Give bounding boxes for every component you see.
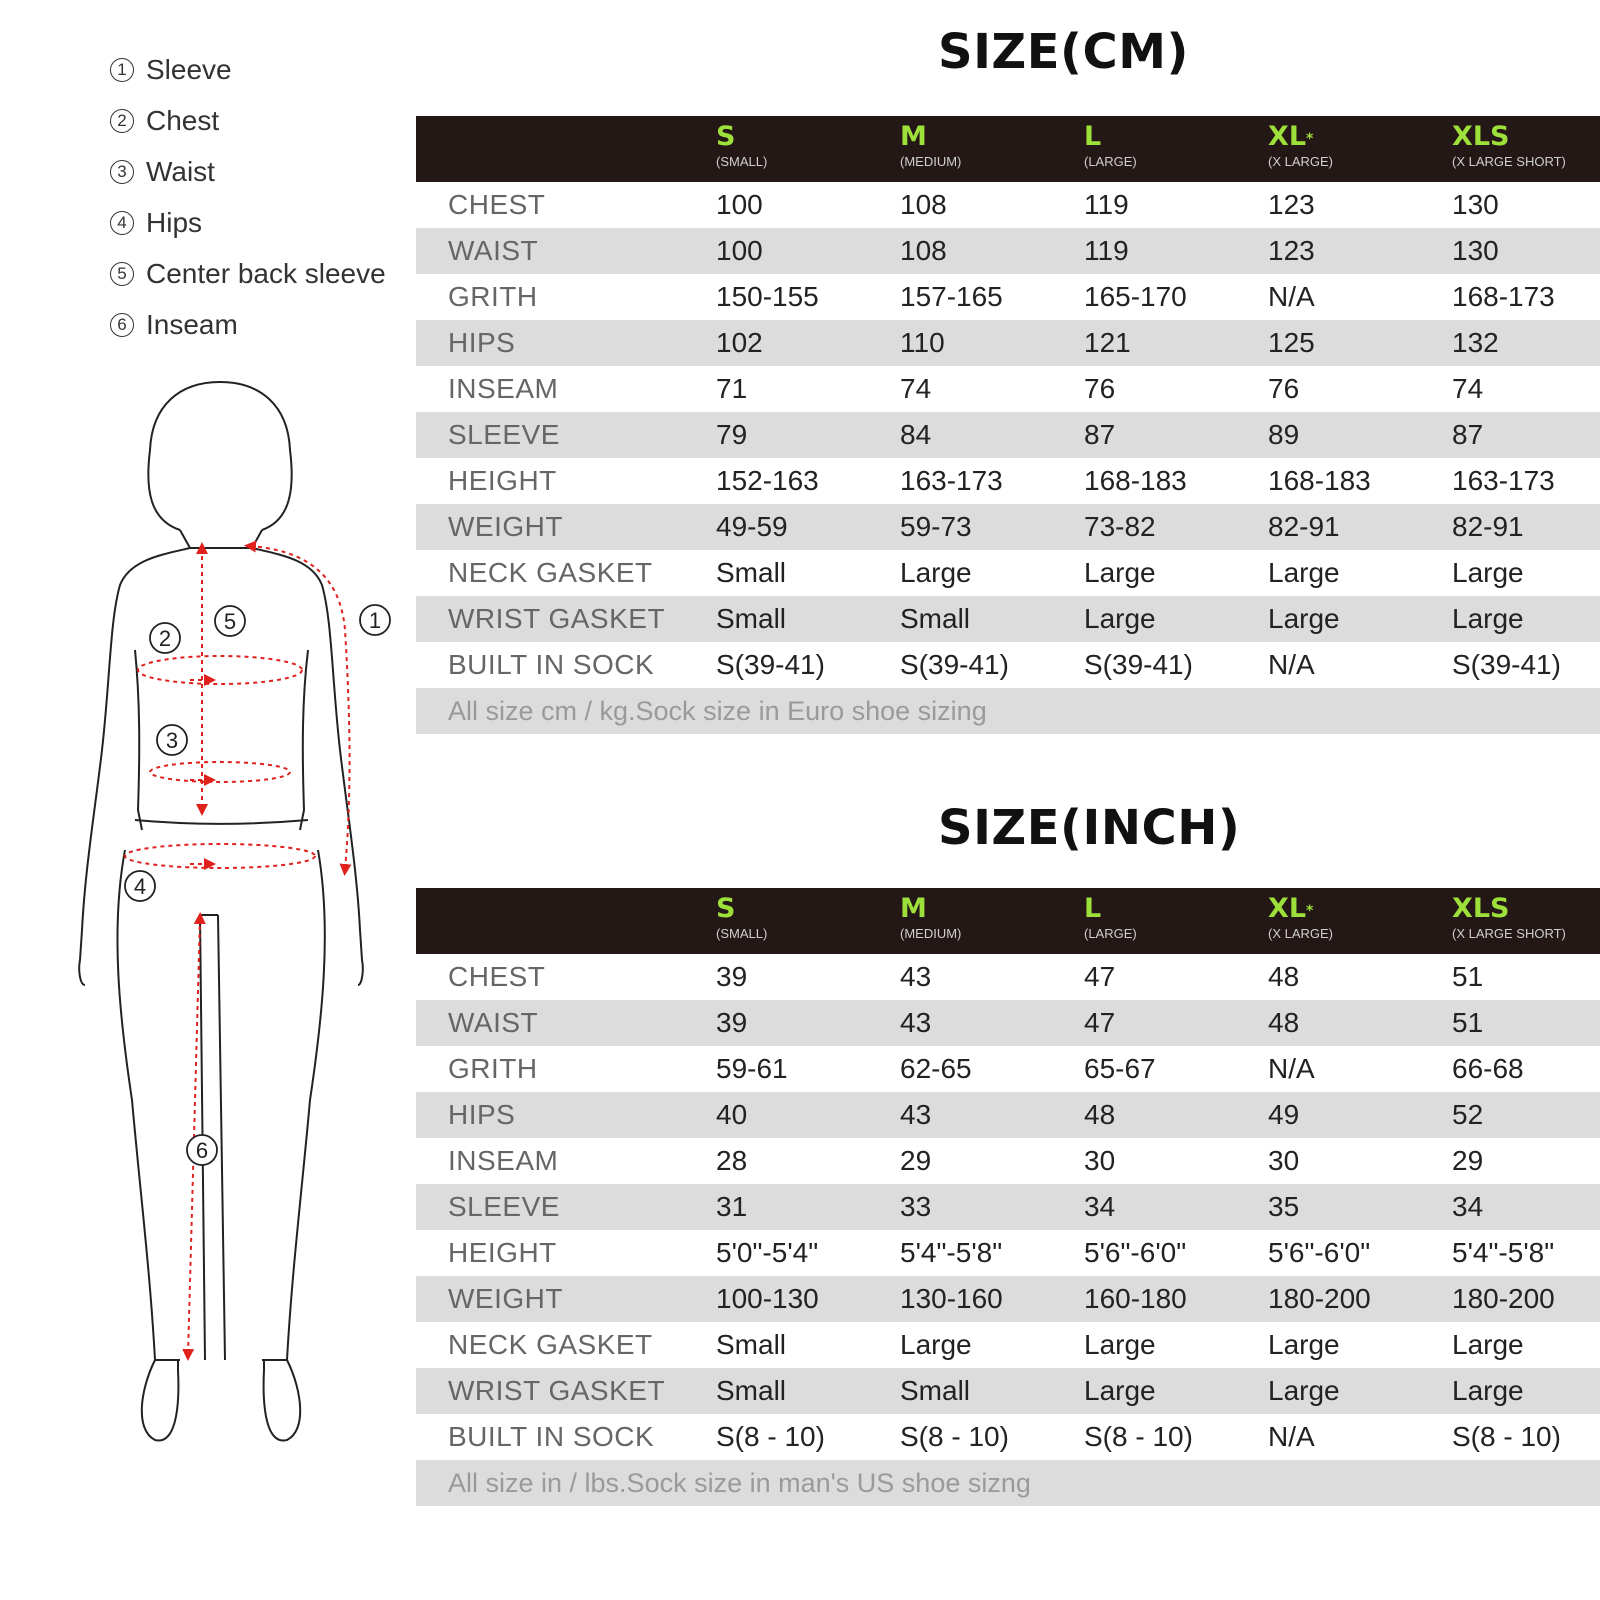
size-code <box>1452 122 1566 152</box>
size-code-text: XLS <box>1452 893 1510 924</box>
table-cell: 150-155 <box>716 281 819 312</box>
size-header-l <box>1084 122 1137 170</box>
marker-hips <box>125 871 155 901</box>
table-cell: 74 <box>900 373 932 404</box>
table-cell: N/A <box>1268 281 1315 312</box>
table-cell: S(8 - 10) <box>716 1421 825 1452</box>
table-cell: 82-91 <box>1268 511 1340 542</box>
size-code-text: L <box>1084 893 1102 924</box>
marker-center-back-sleeve <box>215 606 245 636</box>
body-outline <box>79 382 363 1440</box>
row-label: CHEST <box>448 961 546 992</box>
legend-number: 1 <box>110 58 134 82</box>
table-cell: 5'6"-6'0" <box>1084 1237 1187 1268</box>
table-row <box>416 1138 1600 1184</box>
table-cell: 130-160 <box>900 1283 1003 1314</box>
marker-number: 4 <box>133 874 147 899</box>
table-cell: N/A <box>1268 1053 1315 1084</box>
size-table-cm <box>416 116 1600 734</box>
size-code-text: S <box>716 121 736 152</box>
table-cell: Small <box>900 603 971 634</box>
row-label: NECK GASKET <box>448 1329 653 1360</box>
table-header-row <box>416 888 1600 954</box>
table-row <box>416 1276 1600 1322</box>
measurement-legend <box>110 44 386 350</box>
row-label: BUILT IN SOCK <box>448 649 655 680</box>
table-cell: S(8 - 10) <box>1084 1421 1193 1452</box>
table-cell: Large <box>1268 557 1340 588</box>
table-cell: 39 <box>716 961 748 992</box>
size-name: (X LARGE) <box>1268 926 1334 941</box>
table-cell: 49-59 <box>716 511 788 542</box>
table-cell: 76 <box>1268 373 1300 404</box>
legend-number: 2 <box>110 109 134 133</box>
size-name: (MEDIUM) <box>900 926 962 941</box>
size-code-text: XL <box>1268 893 1307 924</box>
legend-item-center-back-sleeve <box>110 248 386 299</box>
table-cell: 59-73 <box>900 511 972 542</box>
size-code <box>900 894 961 924</box>
table-cell: 62-65 <box>900 1053 972 1084</box>
table-cell: Small <box>716 1329 787 1360</box>
table-cell: 123 <box>1268 235 1315 266</box>
marker-number: 1 <box>368 608 382 633</box>
table-cell: 76 <box>1084 373 1116 404</box>
row-label: HIPS <box>448 327 516 358</box>
table-row <box>416 1000 1600 1046</box>
table-cell: 102 <box>716 327 763 358</box>
table-cell: 30 <box>1084 1145 1116 1176</box>
table-cell: 48 <box>1268 1007 1300 1038</box>
table-cell: 74 <box>1452 373 1484 404</box>
table-cell: 39 <box>716 1007 748 1038</box>
table-cell: Large <box>1452 1375 1524 1406</box>
table-cell: 87 <box>1452 419 1484 450</box>
legend-label: Waist <box>146 155 215 187</box>
size-header-m <box>900 894 961 942</box>
size-code <box>1452 894 1566 924</box>
size-header-xl <box>1268 894 1333 942</box>
table-cell: 34 <box>1084 1191 1116 1222</box>
size-code <box>900 122 961 152</box>
marker-number: 3 <box>165 728 179 753</box>
table-cell: 108 <box>900 189 947 220</box>
legend-item-waist <box>110 146 386 197</box>
table-cell: 165-170 <box>1084 281 1187 312</box>
table-cell: 100 <box>716 235 763 266</box>
row-label: CHEST <box>448 189 546 220</box>
table-cell: 52 <box>1452 1099 1484 1130</box>
table-title-cm: SIZE(CM) <box>938 24 1189 80</box>
table-cell: 71 <box>716 373 748 404</box>
row-label: GRITH <box>448 1053 538 1084</box>
size-header-xls <box>1452 122 1566 170</box>
table-cell: Large <box>1452 1329 1524 1360</box>
table-cell: 123 <box>1268 189 1315 220</box>
row-label: WRIST GASKET <box>448 603 666 634</box>
table-cell: Small <box>716 557 787 588</box>
table-cell: 40 <box>716 1099 748 1130</box>
size-code <box>1268 122 1333 152</box>
row-label: INSEAM <box>448 1145 559 1176</box>
table-row <box>416 366 1600 412</box>
table-cell: Large <box>1268 1375 1340 1406</box>
marker-number: 2 <box>158 626 172 651</box>
table-row <box>416 642 1600 688</box>
table-cell: 132 <box>1452 327 1499 358</box>
marker-inseam <box>187 1135 217 1165</box>
size-name: (MEDIUM) <box>900 154 962 169</box>
table-cell: Large <box>1268 1329 1340 1360</box>
table-cell: 100-130 <box>716 1283 819 1314</box>
table-cell: S(39-41) <box>1452 649 1561 680</box>
table-title-inch: SIZE(INCH) <box>938 800 1241 856</box>
legend-item-inseam <box>110 299 386 350</box>
table-cell: S(8 - 10) <box>900 1421 1009 1452</box>
table-cell: 79 <box>716 419 748 450</box>
table-cell: Large <box>1084 1375 1156 1406</box>
row-label: HIPS <box>448 1099 516 1130</box>
table-row <box>416 412 1600 458</box>
table-cell: Small <box>716 1375 787 1406</box>
legend-item-chest <box>110 95 386 146</box>
size-name: (SMALL) <box>716 926 768 941</box>
table-cell: 82-91 <box>1452 511 1524 542</box>
table-cell: S(39-41) <box>900 649 1009 680</box>
table-row <box>416 550 1600 596</box>
size-table-inch <box>416 888 1600 1506</box>
figure-markers <box>125 605 390 1165</box>
size-header-s <box>716 894 767 942</box>
legend-label: Center back sleeve <box>146 257 386 289</box>
table-row <box>416 458 1600 504</box>
table-cell: S(39-41) <box>716 649 825 680</box>
table-cell: 5'4"-5'8" <box>1452 1237 1555 1268</box>
table-row <box>416 1184 1600 1230</box>
size-asterisk: * <box>1306 131 1314 147</box>
table-cell: Large <box>1452 603 1524 634</box>
table-cell: 100 <box>716 189 763 220</box>
size-code <box>1268 894 1333 924</box>
size-code <box>1084 122 1137 152</box>
size-asterisk: * <box>1306 903 1314 919</box>
table-cell: 157-165 <box>900 281 1003 312</box>
table-cell: Large <box>1084 603 1156 634</box>
table-row <box>416 596 1600 642</box>
table-cell: 163-173 <box>900 465 1003 496</box>
row-label: WEIGHT <box>448 1283 563 1314</box>
table-cell: 43 <box>900 1099 932 1130</box>
row-label: BUILT IN SOCK <box>448 1421 655 1452</box>
size-name: (X LARGE SHORT) <box>1452 154 1566 169</box>
footnote-text: All size in / lbs.Sock size in man's US shoe sizng <box>448 1468 1031 1498</box>
table-cell: 34 <box>1452 1191 1484 1222</box>
body-measurement-figure <box>40 370 420 1480</box>
table-row <box>416 274 1600 320</box>
table-footnote <box>416 1460 1600 1506</box>
table-cell: 47 <box>1084 1007 1116 1038</box>
table-cell: 121 <box>1084 327 1131 358</box>
size-name: (X LARGE SHORT) <box>1452 926 1566 941</box>
row-label: SLEEVE <box>448 419 560 450</box>
table-row <box>416 1230 1600 1276</box>
marker-waist <box>157 725 187 755</box>
legend-label: Hips <box>146 206 203 238</box>
table-cell: 180-200 <box>1268 1283 1371 1314</box>
table-cell: 47 <box>1084 961 1116 992</box>
size-name: (LARGE) <box>1084 926 1137 941</box>
table-cell: 89 <box>1268 419 1300 450</box>
legend-label: Chest <box>146 104 220 136</box>
size-header-m <box>900 122 961 170</box>
size-code-text: L <box>1084 121 1102 152</box>
table-row <box>416 1414 1600 1460</box>
size-header-xl <box>1268 122 1333 170</box>
table-cell: 130 <box>1452 235 1499 266</box>
legend-number: 4 <box>110 211 134 235</box>
size-code-text: XL <box>1268 121 1307 152</box>
row-label: HEIGHT <box>448 465 557 496</box>
table-cell: 30 <box>1268 1145 1300 1176</box>
table-cell: 125 <box>1268 327 1315 358</box>
row-label: SLEEVE <box>448 1191 560 1222</box>
table-cell: 43 <box>900 961 932 992</box>
size-code-text: S <box>716 893 736 924</box>
table-cell: 51 <box>1452 1007 1484 1038</box>
table-cell: 130 <box>1452 189 1499 220</box>
table-cell: 29 <box>1452 1145 1484 1176</box>
footnote-text: All size cm / kg.Sock size in Euro shoe sizing <box>448 696 987 726</box>
table-cell: 180-200 <box>1452 1283 1555 1314</box>
table-cell: 5'0"-5'4" <box>716 1237 819 1268</box>
table-cell: Large <box>1268 603 1340 634</box>
table-cell: Small <box>900 1375 971 1406</box>
size-code <box>1084 894 1137 924</box>
size-code <box>716 122 767 152</box>
table-cell: 65-67 <box>1084 1053 1156 1084</box>
table-row <box>416 954 1600 1000</box>
table-row <box>416 1368 1600 1414</box>
table-row <box>416 320 1600 366</box>
table-cell: N/A <box>1268 649 1315 680</box>
table-cell: Large <box>1084 1329 1156 1360</box>
legend-number: 3 <box>110 160 134 184</box>
table-cell: 73-82 <box>1084 511 1156 542</box>
table-cell: 59-61 <box>716 1053 788 1084</box>
table-cell: Small <box>716 603 787 634</box>
table-cell: S(39-41) <box>1084 649 1193 680</box>
table-cell: 5'4"-5'8" <box>900 1237 1003 1268</box>
table-cell: 87 <box>1084 419 1116 450</box>
table-cell: Large <box>900 1329 972 1360</box>
legend-label: Inseam <box>146 308 238 340</box>
table-cell: Large <box>1084 557 1156 588</box>
table-row <box>416 228 1600 274</box>
table-cell: 51 <box>1452 961 1484 992</box>
table-header-row <box>416 116 1600 182</box>
size-code <box>716 894 767 924</box>
legend-item-hips <box>110 197 386 248</box>
row-label: WAIST <box>448 1007 539 1038</box>
table-cell: 29 <box>900 1145 932 1176</box>
row-label: WEIGHT <box>448 511 563 542</box>
table-cell: Large <box>900 557 972 588</box>
marker-number: 6 <box>195 1138 209 1163</box>
legend-number: 6 <box>110 313 134 337</box>
table-cell: 35 <box>1268 1191 1300 1222</box>
size-code-text: M <box>900 121 927 152</box>
table-cell: 66-68 <box>1452 1053 1524 1084</box>
table-cell: 31 <box>716 1191 748 1222</box>
table-cell: 119 <box>1084 235 1129 266</box>
table-cell: S(8 - 10) <box>1452 1421 1561 1452</box>
table-cell: 108 <box>900 235 947 266</box>
table-cell: 152-163 <box>716 465 819 496</box>
table-footnote <box>416 688 1600 734</box>
table-row <box>416 1322 1600 1368</box>
legend-label: Sleeve <box>146 53 232 85</box>
table-cell: 43 <box>900 1007 932 1038</box>
table-cell: 84 <box>900 419 932 450</box>
marker-sleeve <box>360 605 390 635</box>
table-cell: 163-173 <box>1452 465 1555 496</box>
measurement-lines <box>125 546 350 1355</box>
size-code-text: M <box>900 893 927 924</box>
legend-item-sleeve <box>110 44 386 95</box>
table-row <box>416 504 1600 550</box>
row-label: GRITH <box>448 281 538 312</box>
marker-number: 5 <box>223 609 237 634</box>
table-cell: N/A <box>1268 1421 1315 1452</box>
size-header-xls <box>1452 894 1566 942</box>
table-cell: 168-183 <box>1084 465 1187 496</box>
legend-number: 5 <box>110 262 134 286</box>
table-cell: 28 <box>716 1145 748 1176</box>
table-cell: Large <box>1452 557 1524 588</box>
marker-chest <box>150 623 180 653</box>
row-label: HEIGHT <box>448 1237 557 1268</box>
table-cell: 119 <box>1084 189 1129 220</box>
row-label: NECK GASKET <box>448 557 653 588</box>
table-cell: 33 <box>900 1191 932 1222</box>
size-code-text: XLS <box>1452 121 1510 152</box>
size-name: (SMALL) <box>716 154 768 169</box>
size-name: (LARGE) <box>1084 154 1137 169</box>
table-row <box>416 1046 1600 1092</box>
size-header-s <box>716 122 767 170</box>
table-cell: 49 <box>1268 1099 1300 1130</box>
table-cell: 168-183 <box>1268 465 1371 496</box>
size-name: (X LARGE) <box>1268 154 1334 169</box>
table-cell: 168-173 <box>1452 281 1555 312</box>
table-cell: 110 <box>900 327 945 358</box>
row-label: WAIST <box>448 235 539 266</box>
table-cell: 48 <box>1084 1099 1116 1130</box>
table-row <box>416 1092 1600 1138</box>
row-label: INSEAM <box>448 373 559 404</box>
table-cell: 5'6"-6'0" <box>1268 1237 1371 1268</box>
size-header-l <box>1084 894 1137 942</box>
table-cell: 160-180 <box>1084 1283 1187 1314</box>
row-label: WRIST GASKET <box>448 1375 666 1406</box>
table-cell: 48 <box>1268 961 1300 992</box>
table-row <box>416 182 1600 228</box>
